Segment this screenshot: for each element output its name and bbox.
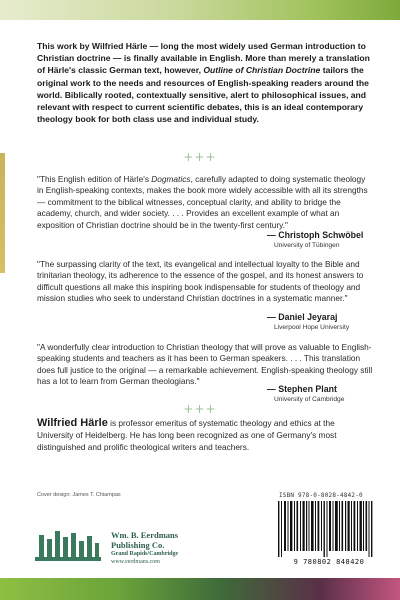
publisher-name: Wm. B. Eerdmans [111, 530, 179, 540]
bottom-color-band [0, 578, 400, 600]
barcode-digits: 9 780802 848420 [293, 558, 365, 566]
eerdmans-logo-icon [33, 527, 105, 569]
publisher-company: Publishing Co. [111, 540, 165, 550]
endorsement-attribution-2 [267, 312, 349, 332]
endorser-affiliation: University of Tübingen [274, 242, 340, 249]
endorsement-quote-3: "A wonderfully clear introduction to Christian theology that will prove as valuable to English-speaking students and teachers as it has been to German speakers. . . . This translation does full justice to the original — a remarkable achievement. English-speaking theology still has a lot to learn from German theologians." [37, 342, 373, 387]
author-bio-text: is professor emeritus of systematic theology and ethics at the University of Heidelberg. He has long been recognized as one of Germany's most distinguished and prolific theological writers and teachers. [37, 418, 337, 452]
endorser-name: — Christoph Schwöbel [267, 230, 364, 240]
section-divider: +++ [183, 150, 217, 164]
barcode-icon [270, 499, 388, 559]
blurb-book-title: Outline of Christian Doctrine [203, 65, 321, 76]
endorsement-quote-2: "The surpassing clarity of the text, its evangelical and intellectual loyalty to the Bible and trinitarian theology, its adherence to the essence of the gospel, and its honest answers to difficult questions all make this inspiring book indispensable for students of theology and mission studies who seek to understand Christian doctrines in a systematic manner." [37, 259, 364, 304]
blurb-text-1: This work by Wilfried Härle — long the most widely used German introduction to Christian doctrine — is finally available in English. More than merely a translation of Härle's classic German text, however, [37, 41, 370, 76]
cover-design-credit: Cover design: James T. Chiampas [37, 492, 121, 498]
section-divider: +++ [183, 402, 217, 416]
blurb-text-2: tailors the original work to the needs and resources of English-speaking readers around the world. Biblically rooted, contextually sensitive, alert to philosophical issues, and relevant with respect to current scientific debates, this is an ideal contemporary theology book for both class use and individual study. [37, 65, 369, 125]
publisher-location: Grand Rapids/Cambridge [111, 551, 179, 557]
author-bio [37, 417, 373, 453]
author-name: Wilfried Härle [37, 417, 108, 429]
endorsement-quote-1: "This English edition of Härle's Dogmatics, carefully adapted to doing systematic theology in English-speaking contexts, makes the book more widely accessible with all its strengths — commitment to the biblical witnesses, conceptual clarity, and ability to bridge the academy, church, and wider society. . . . Provides an excellent example of what an exposition of Christian doctrine should be in the twenty-first century." [37, 174, 368, 230]
endorser-name: — Stephen Plant [267, 384, 337, 394]
publisher-website: www.eerdmans.com [111, 559, 160, 565]
book-blurb [37, 40, 373, 125]
publisher-imprint [111, 530, 221, 566]
endorser-affiliation: Liverpool Hope University [274, 324, 350, 331]
endorsement-attribution-3 [267, 384, 344, 404]
top-color-band [0, 0, 400, 20]
endorser-name: — Daniel Jeyaraj [267, 312, 338, 322]
endorsement-attribution-1 [267, 230, 363, 250]
left-accent-bar [0, 153, 5, 273]
endorser-affiliation: University of Cambridge [274, 396, 345, 403]
isbn-label: ISBN 978-0-8028-4842-0 [279, 492, 363, 499]
